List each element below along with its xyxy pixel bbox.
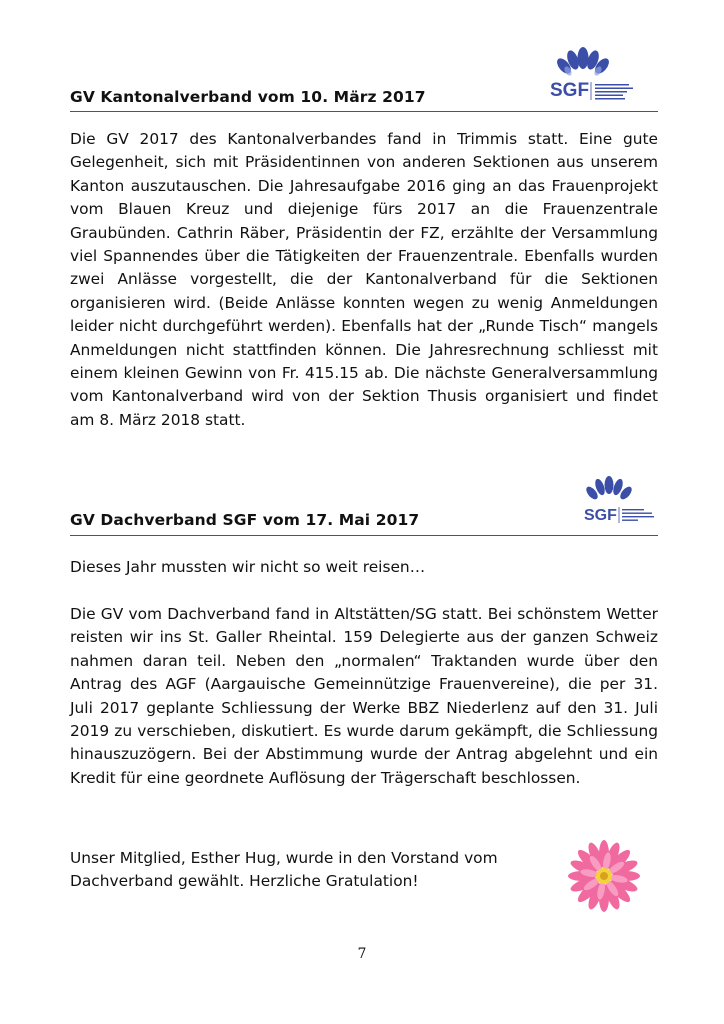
pink-gerbera-flower: [566, 838, 642, 918]
section-heading-dachverband: [70, 511, 658, 536]
pink-gerbera-flower-icon: [566, 838, 642, 914]
svg-text:SGF: SGF: [550, 80, 590, 101]
heading-dachverband: GV Dachverband SGF vom 17. Mai 2017: [70, 511, 420, 529]
svg-text:SGF: SGF: [584, 507, 617, 524]
heading-kantonalverband: GV Kantonalverband vom 10. März 2017: [70, 88, 426, 106]
paragraph-congratulation: Unser Mitglied, Esther Hug, wurde in den Vorstand vom Dachverband gewählt. Herzliche Gratulation!: [70, 849, 498, 891]
section-heading-kantonalverband: [70, 88, 658, 112]
paragraph-kantonalverband: Die GV 2017 des Kantonalverbandes fand in Trimmis statt. Eine gute Gelegenheit, sich mit Präsidentinnen von anderen Sektionen aus unserem Kanton auszutauschen. Die Jahresaufgabe 2016 ging an das Frauenprojekt vom Blauen Kreuz und diejenige fürs 2017 an die Frauenzentrale Graubünden. Cathrin Räber, Präsidentin der FZ, erzählte der Versammlung viel Spannendes über die Tätigkeiten der Frauenzentrale. Ebenfalls wurden zwei Anlässe vorgestellt, die der Kantonalverband für die Sektionen organisieren wird. (Beide Anlässe konnten wegen zu wenig Anmeldungen leider nicht durchgeführt werden). Ebenfalls hat der „Runde Tisch“ mangels Anmeldungen nicht stattfinden können. Die Jahresrechnung schliesst mit einem kleinen Gewinn von Fr. 415.15 ab. Die nächste Generalversammlung vom Kantonalverband wird von der Sektion Thusis organisiert und findet am 8. März 2018 statt.: [70, 130, 658, 429]
paragraph-dachverband: Die GV vom Dachverband fand in Altstätten/SG statt. Bei schönstem Wetter reisten wir ins St. Galler Rheintal. 159 Delegierte aus der ganzen Schweiz nahmen daran teil. Neben den „normalen“ Traktanden wurde über den Antrag des AGF (Aargauische Gemeinnützige Frauenvereine), die per 31. Juli 2017 geplante Schliessung der Werke BBZ Niederlenz auf den 31. Juli 2019 zu verschieben, diskutiert. Es wurde darum gekämpft, die Schliessung hinauszuzögern. Bei der Abstimmung wurde der Antrag abgelehnt und ein Kredit für eine geordnete Auflösung der Trägerschaft beschlossen.: [70, 605, 658, 787]
intro-line-dachverband: Dieses Jahr mussten wir nicht so weit reisen…: [70, 558, 426, 576]
page-number: 7: [357, 946, 367, 962]
